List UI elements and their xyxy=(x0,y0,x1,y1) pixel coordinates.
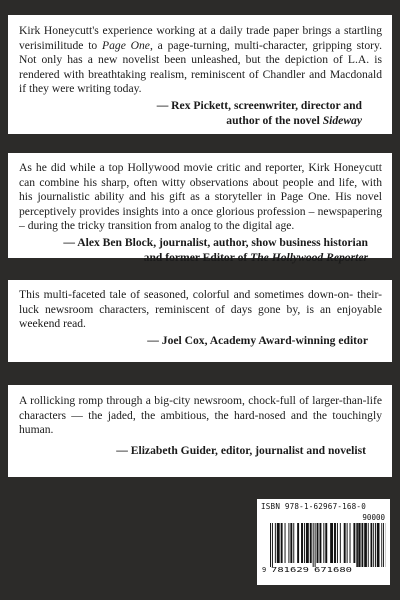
attribution-line: — Elizabeth Guider, editor, journalist and novelist xyxy=(116,443,366,457)
price-code: 90000 xyxy=(362,513,385,522)
quote-text: Kirk Honeycutt's experience working at a daily trade paper brings a startling verisimilitude to xyxy=(19,24,382,52)
blurb-attribution xyxy=(19,444,366,459)
quote-text: , a page-turning, multi-character, gripping story. Not only has a new novelist been unleashed, but the depiction of L.A. is rendered with breathtaking realism, reminiscent of Chandler and Macdonald if they were writing today. xyxy=(19,38,382,96)
guard-bar xyxy=(313,523,314,567)
blurb-quote xyxy=(19,288,382,332)
addon-bar xyxy=(362,523,364,567)
addon-bar xyxy=(383,523,384,567)
barcode-bars xyxy=(261,513,386,574)
blurb-panel-1 xyxy=(8,15,392,134)
addon-bar xyxy=(368,523,369,567)
blurb-panel-4 xyxy=(8,385,392,477)
barcode-bar xyxy=(277,523,280,563)
barcode-bar xyxy=(290,523,292,563)
ean5-addon-bars xyxy=(357,523,386,567)
barcode-bar xyxy=(310,523,312,563)
barcode-bar xyxy=(275,523,276,563)
blurb-attribution xyxy=(19,334,368,349)
attribution-line: — Rex Pickett, screenwriter, director and xyxy=(156,98,362,112)
addon-bar xyxy=(357,523,358,567)
barcode-bar xyxy=(317,523,319,563)
isbn-barcode xyxy=(257,499,390,585)
barcode-bar xyxy=(340,523,341,563)
guard-bar xyxy=(272,523,273,567)
guard-bar xyxy=(315,523,316,567)
attribution-line: — Alex Ben Block, journalist, author, show business historian xyxy=(63,235,368,249)
publication-title-italic: The Hollywood Reporter xyxy=(250,250,368,264)
barcode-bar xyxy=(281,523,283,563)
ean-first-digit: 9 xyxy=(262,566,267,574)
addon-bar xyxy=(377,523,380,567)
blurb-attribution xyxy=(19,99,362,128)
book-title-italic: Page One xyxy=(102,38,150,52)
blurb-quote xyxy=(19,24,382,97)
attribution-text: and former Editor of xyxy=(143,250,251,264)
isbn-label: ISBN 978-1-62967-168-0 xyxy=(261,502,366,511)
barcode-bar xyxy=(319,523,321,563)
attribution-line xyxy=(19,251,368,266)
attribution-line: — Joel Cox, Academy Award-winning editor xyxy=(147,333,368,347)
blurb-quote xyxy=(19,161,382,234)
barcode-bar xyxy=(350,523,351,563)
barcode-bar xyxy=(306,523,309,563)
quote-text: This multi-faceted tale of seasoned, colorful and sometimes down-on- their-luck newsroom characters, reminiscent of days gone by, is an enjoyable weekend read. xyxy=(19,288,382,331)
blurb-attribution xyxy=(19,236,368,265)
addon-bar xyxy=(375,523,376,567)
barcode-bar xyxy=(293,523,294,563)
guard-bar xyxy=(270,523,271,567)
barcode-bar xyxy=(344,523,346,563)
barcode-bar xyxy=(297,523,299,563)
addon-bar xyxy=(381,523,382,567)
barcode-bar xyxy=(301,523,303,563)
blurb-quote xyxy=(19,394,382,438)
barcode-bar xyxy=(325,523,327,563)
barcode-bar xyxy=(288,523,289,563)
quote-text: A rollicking romp through a big-city newsroom, chock-full of larger-than-life characters — the jaded, the ambitious, the hard-nosed and the touchingly human. xyxy=(19,394,382,437)
ean13-bars xyxy=(270,523,359,567)
ean-left-digits: 781629 xyxy=(271,566,309,574)
addon-bar xyxy=(373,523,374,567)
attribution-line xyxy=(19,114,362,129)
addon-bar xyxy=(359,523,361,567)
barcode-bar xyxy=(285,523,286,563)
barcode-bar xyxy=(337,523,338,563)
blurb-panel-2 xyxy=(8,153,392,264)
addon-bar xyxy=(364,523,367,567)
attribution-text: author of the novel xyxy=(226,113,323,127)
book-title-italic: Sideway xyxy=(322,113,362,127)
quote-text: As he did while a top Hollywood movie critic and reporter, Kirk Honeycutt can combine his sharp, often witty observations about people and life, with his journalistic ability and his gift as a storyteller in Page One. His novel perceptively provides insights into a once glorious profession – newspapering – during the tricky transition from analog to the digital age. xyxy=(19,161,382,233)
barcode-bar xyxy=(330,523,333,563)
barcode-area xyxy=(261,513,386,574)
blurb-panel-3 xyxy=(8,280,392,362)
barcode-bar xyxy=(323,523,324,563)
ean-right-digits: 671680 xyxy=(314,566,352,574)
barcode-bar xyxy=(353,523,355,563)
barcode-bar xyxy=(334,523,336,563)
addon-bar xyxy=(371,523,373,567)
barcode-bar xyxy=(304,523,305,563)
barcode-bar xyxy=(347,523,348,563)
